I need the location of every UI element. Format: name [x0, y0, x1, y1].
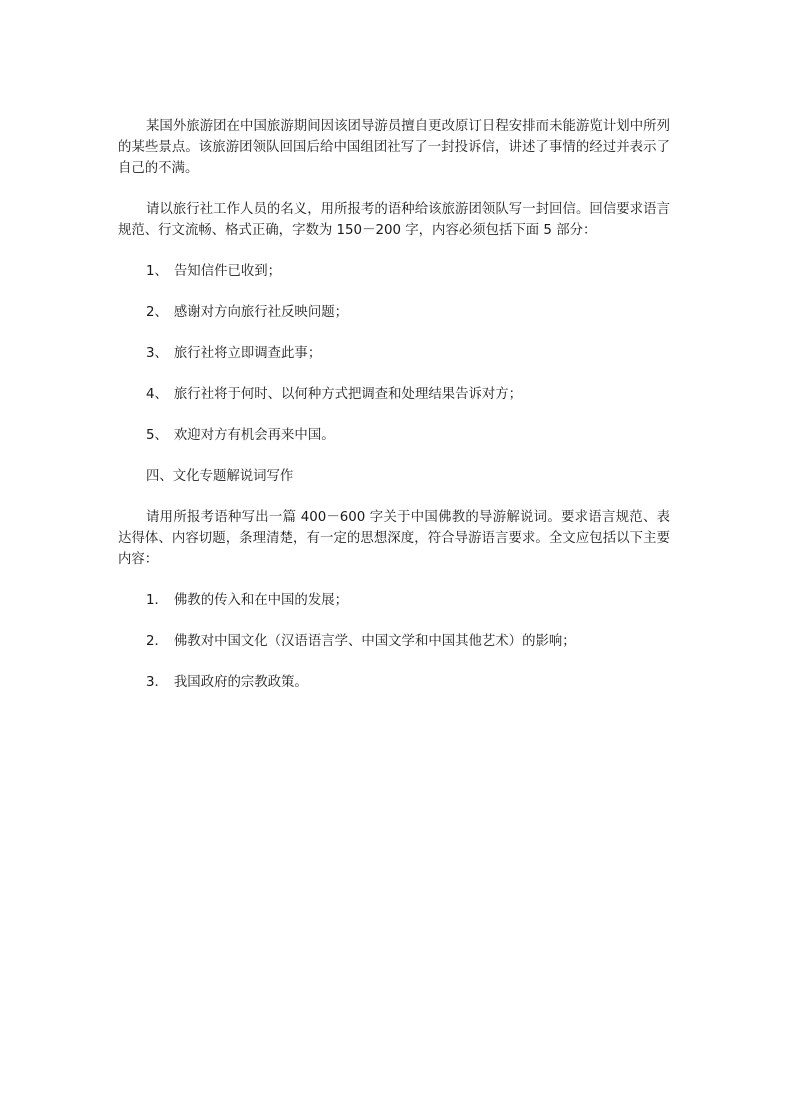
list-item-number: 1．: [146, 593, 168, 608]
list-item: [118, 343, 670, 364]
list-item-text: 旅行社将于何时、以何种方式把调查和处理结果告诉对方；: [173, 387, 523, 402]
list-item-text: 佛教对中国文化（汉语语言学、中国文学和中国其他艺术）的影响；: [173, 634, 576, 649]
list-item: [118, 590, 670, 611]
list-item-number: 5、: [146, 428, 168, 443]
document-body: [118, 116, 670, 713]
list-item: [118, 425, 670, 446]
list-item: [118, 672, 670, 693]
list-item: [118, 631, 670, 652]
paragraph-commentary-task: 请用所报考语种写出一篇 400－600 字关于中国佛教的导游解说词。要求语言规范、表达得体、内容切题，条理清楚，有一定的思想深度，符合导游语言要求。全文应包括以下主要内容：: [118, 510, 670, 567]
list-item-number: 2、: [146, 305, 168, 320]
paragraph-letter-task: 请以旅行社工作人员的名义，用所报考的语种给该旅游团领队写一封回信。回信要求语言规范、行文流畅、格式正确，字数为 150－200 字，内容必须包括下面 5 部分：: [118, 202, 670, 238]
list-item-text: 感谢对方向旅行社反映问题；: [173, 305, 348, 320]
list-item-text: 告知信件已收到；: [173, 264, 282, 279]
section-heading: 四、文化专题解说词写作: [146, 469, 294, 484]
list-item: [118, 261, 670, 282]
list-item-text: 欢迎对方有机会再来中国。: [173, 428, 335, 443]
list-item: [118, 384, 670, 405]
list-item-text: 佛教的传入和在中国的发展；: [173, 593, 348, 608]
list-item-number: 3、: [146, 346, 168, 361]
list-item-number: 2．: [146, 634, 168, 649]
list-item-text: 我国政府的宗教政策。: [173, 675, 308, 690]
paragraph-complaint-background: 某国外旅游团在中国旅游期间因该团导游员擅自更改原订日程安排而未能游览计划中所列的某些景点。该旅游团领队回国后给中国组团社写了一封投诉信，讲述了事情的经过并表示了自己的不满。: [118, 119, 670, 176]
list-item-number: 3．: [146, 675, 168, 690]
list-item: [118, 302, 670, 323]
list-item-text: 旅行社将立即调查此事；: [173, 346, 322, 361]
list-item-number: 1、: [146, 264, 168, 279]
list-item-number: 4、: [146, 387, 168, 402]
